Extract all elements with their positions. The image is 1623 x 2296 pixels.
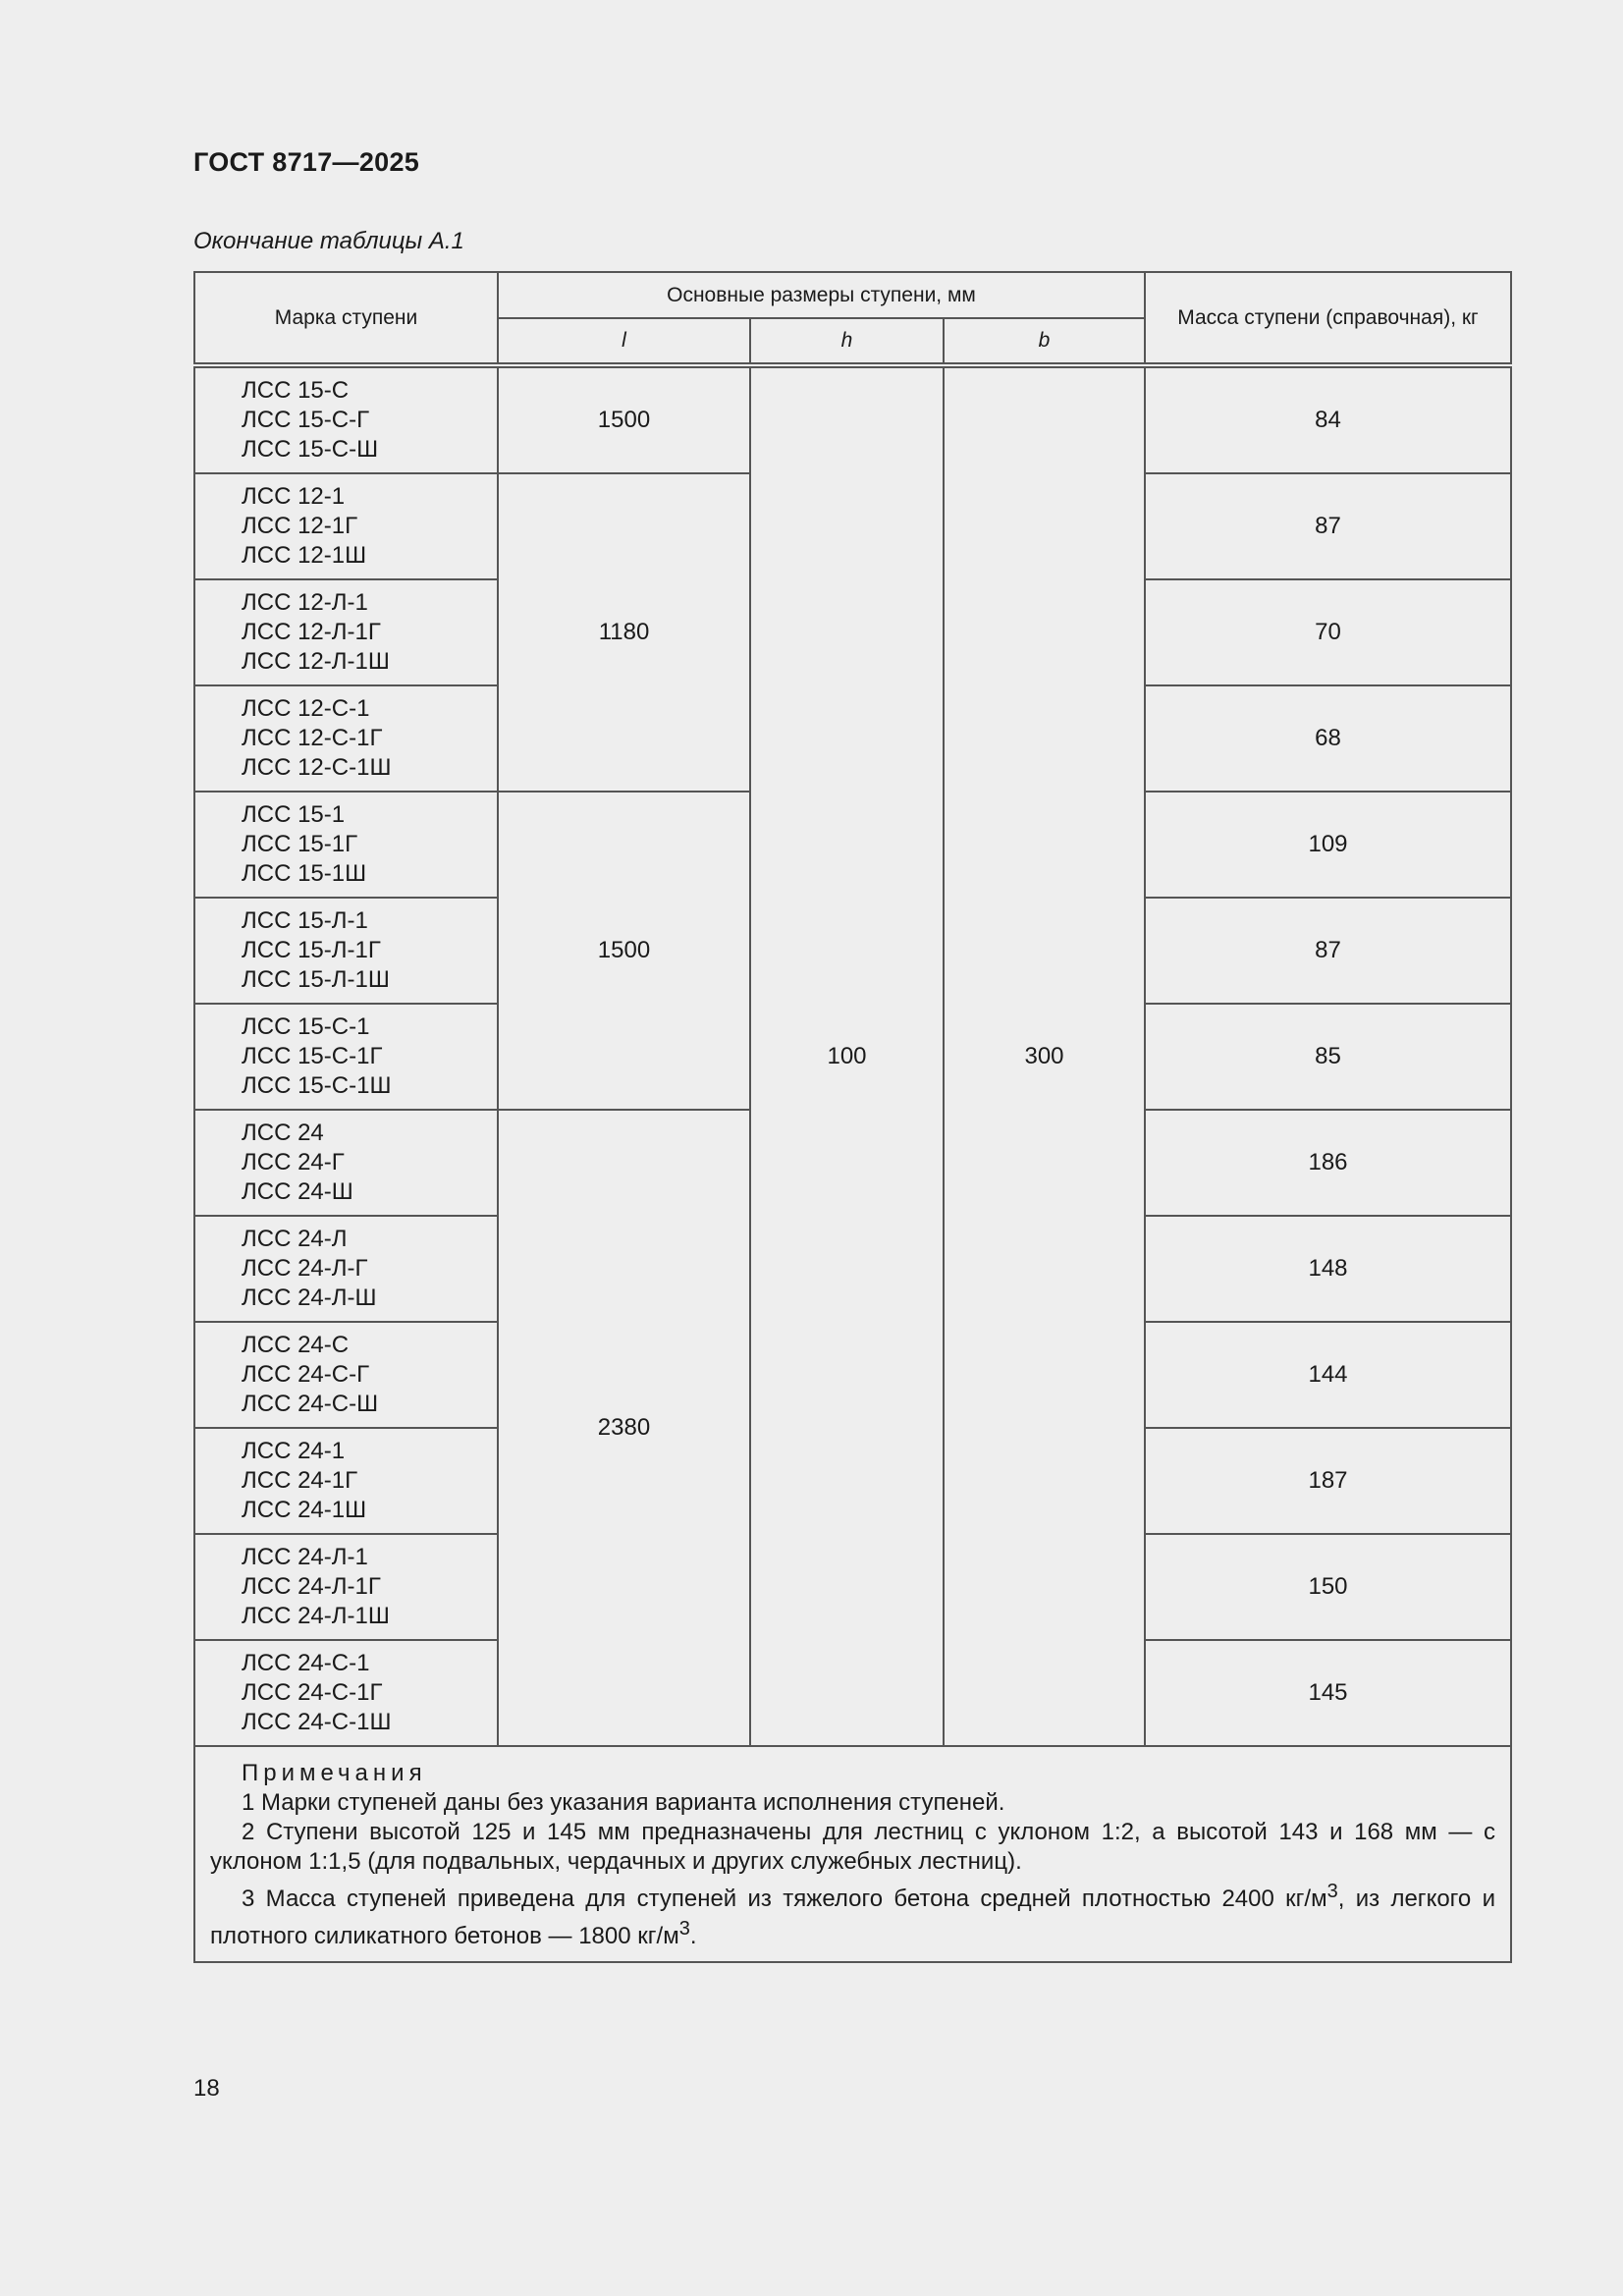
column-header-mass: Масса ступени (справочная), кг [1145,272,1511,365]
grade-cell [194,1428,498,1534]
mass-cell: 145 [1145,1640,1511,1746]
grade-label: ЛСС 15-С-1Ш [242,1072,392,1099]
grade-label: ЛСС 24-Г [242,1149,345,1175]
mass-cell: 187 [1145,1428,1511,1534]
grade-label: ЛСС 15-Л-1Г [242,937,381,963]
grade-cell [194,1110,498,1216]
length-cell: 1180 [498,473,750,792]
column-header-b: b [944,318,1145,365]
grade-label: ЛСС 24-Л-Г [242,1255,368,1282]
grade-cell [194,1216,498,1322]
column-header-grade: Марка ступени [194,272,498,365]
length-cell: 1500 [498,365,750,473]
grade-cell [194,365,498,473]
grade-cell [194,1004,498,1110]
grade-label: ЛСС 24-Л-Ш [242,1285,377,1311]
column-header-l: l [498,318,750,365]
grade-label: ЛСС 24-1Г [242,1467,358,1494]
note-3-superscript-2: 3 [678,1918,690,1940]
column-header-dimensions: Основные размеры ступени, мм [498,272,1145,318]
grade-label: ЛСС 24-Л-1 [242,1544,368,1570]
grade-cell [194,898,498,1004]
note-1: 1 Марки ступеней даны без указания варианта исполнения ступеней. [242,1789,1005,1816]
column-header-h: h [750,318,944,365]
grade-label: ЛСС 15-С-1 [242,1013,370,1040]
note-2: 2 Ступени высотой 125 и 145 мм предназначены для лестниц с уклоном 1:2, а высотой 143 и 168 мм — с уклоном 1:1,5 (для подвальных, чердачных и других служебных лестниц). [210,1819,1495,1875]
grade-cell [194,792,498,898]
grade-label: ЛСС 24-Л-1Г [242,1573,381,1600]
grade-cell [194,579,498,685]
length-cell: 1500 [498,792,750,1110]
grade-label: ЛСС 12-Л-1Ш [242,648,390,675]
grade-label: ЛСС 12-1 [242,483,346,510]
grade-label: ЛСС 24-1Ш [242,1497,367,1523]
grade-label: ЛСС 12-1Ш [242,542,367,569]
steps-table [193,271,1512,1963]
grade-label: ЛСС 15-Л-1Ш [242,966,390,993]
mass-cell: 87 [1145,473,1511,579]
grade-label: ЛСС 12-Л-1Г [242,619,381,645]
grade-label: ЛСС 24-С-1Г [242,1679,383,1706]
grade-label: ЛСС 15-1Г [242,831,358,857]
mass-cell: 150 [1145,1534,1511,1640]
grade-label: ЛСС 24-1 [242,1438,346,1464]
note-3-superscript-1: 3 [1326,1881,1338,1902]
document-code: ГОСТ 8717—2025 [193,147,420,177]
grade-label: ЛСС 24-С-1Ш [242,1709,392,1735]
height-cell: 100 [750,365,944,1746]
grade-label: ЛСС 15-Л-1 [242,907,368,934]
grade-label: ЛСС 24-С [242,1332,350,1358]
width-cell: 300 [944,365,1145,1746]
grade-cell [194,1534,498,1640]
grade-label: ЛСС 24-Л [242,1226,348,1252]
table-row [194,365,1511,473]
grade-label: ЛСС 24-С-Г [242,1361,370,1388]
mass-cell: 144 [1145,1322,1511,1428]
mass-cell: 70 [1145,579,1511,685]
mass-cell: 85 [1145,1004,1511,1110]
grade-label: ЛСС 24-С-Ш [242,1391,379,1417]
mass-cell: 186 [1145,1110,1511,1216]
mass-cell: 87 [1145,898,1511,1004]
grade-cell [194,1640,498,1746]
grade-label: ЛСС 12-Л-1 [242,589,368,616]
note-3 [210,1877,1495,1951]
mass-cell: 84 [1145,365,1511,473]
grade-cell [194,473,498,579]
table-caption: Окончание таблицы А.1 [193,228,464,254]
grade-label: ЛСС 15-1Ш [242,860,367,887]
grade-label: ЛСС 12-С-1Ш [242,754,392,781]
table-header-row [194,272,1511,318]
grade-label: ЛСС 24 [242,1120,324,1146]
note-3-text-3: . [689,1923,697,1949]
grade-label: ЛСС 12-С-1 [242,695,370,722]
note-3-text-2: , из легкого и плотного силикатного бетонов — 1800 кг/м [210,1886,1495,1949]
notes-title: Примечания [242,1760,427,1786]
grade-label: ЛСС 15-С-1Г [242,1043,383,1069]
grade-label: ЛСС 12-1Г [242,513,358,539]
grade-label: ЛСС 15-1 [242,801,346,828]
mass-cell: 68 [1145,685,1511,792]
mass-cell: 148 [1145,1216,1511,1322]
grade-label: ЛСС 24-Ш [242,1178,353,1205]
page-number: 18 [193,2075,220,2102]
note-3-text-1: 3 Масса ступеней приведена для ступеней из тяжелого бетона средней плотностью 2400 кг/м [242,1886,1327,1912]
length-cell: 2380 [498,1110,750,1746]
grade-cell [194,685,498,792]
notes-row [194,1746,1511,1962]
notes-cell [194,1746,1511,1962]
grade-label: ЛСС 12-С-1Г [242,725,383,751]
mass-cell: 109 [1145,792,1511,898]
grade-cell [194,1322,498,1428]
grade-label: ЛСС 24-Л-1Ш [242,1603,390,1629]
grade-label: ЛСС 24-С-1 [242,1650,370,1676]
grade-label: ЛСС 15-С-Ш [242,436,379,463]
grade-label: ЛСС 15-С [242,377,350,404]
grade-label: ЛСС 15-С-Г [242,407,370,433]
